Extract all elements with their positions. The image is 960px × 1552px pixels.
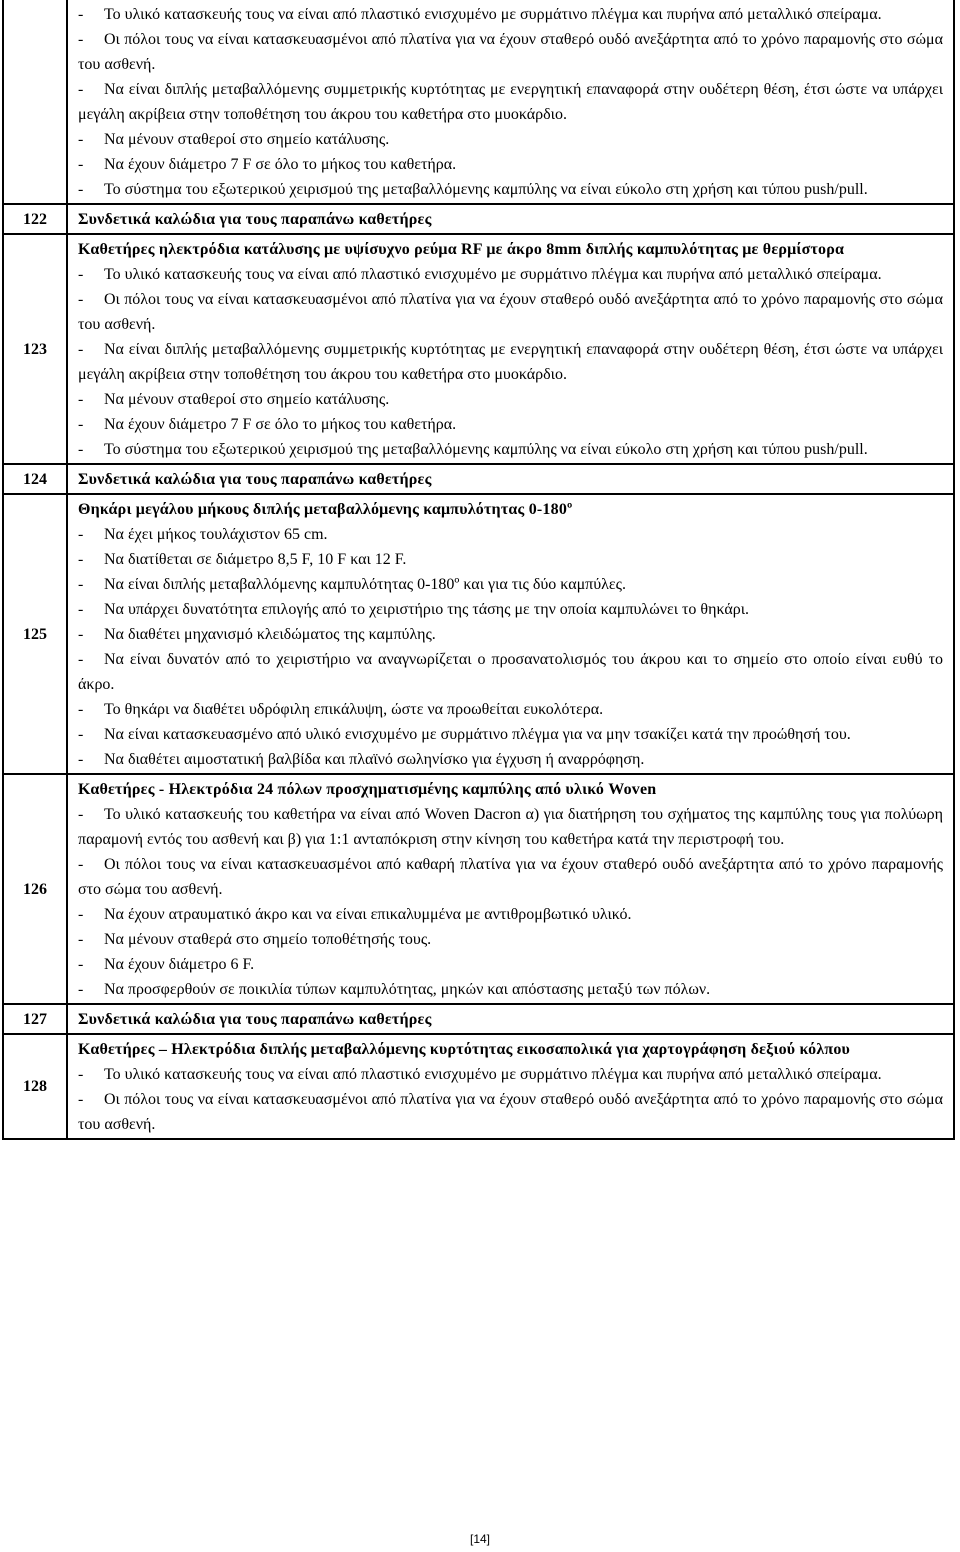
spec-bullet-text: Να έχουν διάμετρο 7 F σε όλο το μήκος του καθετήρα. [104,156,457,173]
item-content [67,774,954,1004]
spec-bullet [78,697,943,722]
dash-marker: - [78,416,84,433]
spec-bullet [78,437,943,462]
spec-bullet [78,852,943,902]
spec-bullet [78,622,943,647]
dash-marker: - [78,626,84,643]
spec-bullet-text: Να έχει μήκος τουλάχιστον 65 cm. [104,526,328,543]
dash-marker: - [78,441,84,458]
spec-bullet-text: Οι πόλοι τους να είναι κατασκευασμένοι από καθαρή πλατίνα για να έχουν σταθερό ουδό ανεξάρτητα από το χρόνο παραμονής στο σώμα του ασθενή. [78,856,943,898]
dash-marker: - [78,341,84,358]
spec-bullet-text: Το σύστημα του εξωτερικού χειρισμού της μεταβαλλόμενης καμπύλης να είναι εύκολο στη χρήση και τύπου push/pull. [104,441,868,458]
dash-marker: - [78,551,84,568]
dash-marker: - [78,1091,84,1108]
item-number: 127 [3,1004,67,1034]
spec-bullet [78,572,943,597]
spec-bullet-text: Να είναι διπλής μεταβαλλόμενης συμμετρικής κυρτότητας με ενεργητική επαναφορά στην ουδέτερη θέση, έτσι ώστε να υπάρχει μεγάλη ακρίβεια στην τοποθέτηση του άκρου του καθετήρα στο μυοκάρδιο. [78,341,943,383]
spec-bullet-text: Το σύστημα του εξωτερικού χειρισμού της μεταβαλλόμενης καμπύλης να είναι εύκολο στη χρήση και τύπου push/pull. [104,181,868,198]
item-content [67,1034,954,1139]
spec-bullet-text: Να είναι διπλής μεταβαλλόμενης συμμετρικής κυρτότητας με ενεργητική επαναφορά στην ουδέτερη θέση, έτσι ώστε να υπάρχει μεγάλη ακρίβεια στην τοποθέτηση του άκρου του καθετήρα στο μυοκάρδιο. [78,81,943,123]
spec-bullet [78,522,943,547]
dash-marker: - [78,526,84,543]
spec-bullet-text: Να μένουν σταθεροί στο σημείο κατάλυσης. [104,131,390,148]
spec-bullet [78,1087,943,1137]
spec-bullet [78,412,943,437]
spec-bullet [78,1062,943,1087]
item-heading: Συνδετικά καλώδια για τους παραπάνω καθετήρες [78,1011,432,1028]
spec-bullet-text: Να έχουν ατραυματικό άκρο και να είναι επικαλυμμένα με αντιθρομβωτικό υλικό. [104,906,632,923]
item-content [67,234,954,464]
dash-marker: - [78,856,84,873]
spec-row [3,204,954,234]
spec-row [3,1034,954,1139]
dash-marker: - [78,1066,84,1083]
spec-bullet-text: Να διαθέτει αιμοστατική βαλβίδα και πλαϊνό σωληνίσκο για έγχυση ή αναρρόφηση. [104,751,645,768]
spec-bullet [78,27,943,77]
item-heading: Καθετήρες - Ηλεκτρόδια 24 πόλων προσχηματισμένης καμπύλης από υλικό Woven [78,781,657,798]
spec-bullet [78,387,943,412]
spec-bullet-text: Οι πόλοι τους να είναι κατασκευασμένοι από πλατίνα για να έχουν σταθερό ουδό ανεξάρτητα από το χρόνο παραμονής στο σώμα του ασθενή. [78,1091,943,1133]
spec-bullet [78,597,943,622]
spec-row [3,234,954,464]
dash-marker: - [78,81,84,98]
spec-bullet [78,127,943,152]
spec-bullet-text: Το υλικό κατασκευής τους να είναι από πλαστικό ενισχυμένο με συρμάτινο πλέγμα και πυρήνα από μεταλλικό σπείραμα. [104,6,882,23]
spec-bullet [78,547,943,572]
item-number: 126 [3,774,67,1004]
dash-marker: - [78,291,84,308]
spec-bullet [78,2,943,27]
spec-bullet [78,77,943,127]
dash-marker: - [78,956,84,973]
spec-table [2,0,955,1140]
spec-bullet [78,952,943,977]
spec-row [3,0,954,204]
dash-marker: - [78,131,84,148]
spec-bullet-text: Να έχουν διάμετρο 7 F σε όλο το μήκος του καθετήρα. [104,416,457,433]
spec-bullet [78,337,943,387]
dash-marker: - [78,576,84,593]
item-content [67,0,954,204]
spec-bullet [78,152,943,177]
dash-marker: - [78,906,84,923]
item-number: 124 [3,464,67,494]
spec-bullet [78,977,943,1002]
spec-table-body [3,0,954,1139]
dash-marker: - [78,266,84,283]
item-content [67,494,954,774]
spec-bullet [78,647,943,697]
spec-bullet-text: Το θηκάρι να διαθέτει υδρόφιλη επικάλυψη, ώστε να προωθείται ευκολότερα. [104,701,604,718]
spec-bullet-text: Να μένουν σταθερά στο σημείο τοποθέτησής τους. [104,931,432,948]
spec-row [3,1004,954,1034]
dash-marker: - [78,726,84,743]
spec-row [3,464,954,494]
dash-marker: - [78,806,84,823]
spec-bullet [78,927,943,952]
spec-bullet-text: Να διαθέτει μηχανισμό κλειδώματος της καμπύλης. [104,626,436,643]
item-content [67,464,954,494]
dash-marker: - [78,651,84,668]
dash-marker: - [78,181,84,198]
spec-bullet [78,287,943,337]
spec-bullet-text: Το υλικό κατασκευής τους να είναι από πλαστικό ενισχυμένο με συρμάτινο πλέγμα και πυρήνα από μεταλλικό σπείραμα. [104,266,882,283]
item-heading: Συνδετικά καλώδια για τους παραπάνω καθετήρες [78,471,432,488]
dash-marker: - [78,156,84,173]
spec-bullet-text: Να προσφερθούν σε ποικιλία τύπων καμπυλότητας, μηκών και απόστασης μεταξύ των πόλων. [104,981,711,998]
spec-bullet-text: Να υπάρχει δυνατότητα επιλογής από το χειριστήριο της τάσης με την οποία καμπυλώνει το θηκάρι. [104,601,750,618]
item-content [67,204,954,234]
item-heading: Καθετήρες – Ηλεκτρόδια διπλής μεταβαλλόμενης κυρτότητας εικοσαπολικά για χαρτογράφηση δεξιού κόλπου [78,1041,851,1058]
spec-bullet [78,802,943,852]
dash-marker: - [78,391,84,408]
spec-bullet [78,262,943,287]
item-number: 122 [3,204,67,234]
spec-bullet-text: Να μένουν σταθεροί στο σημείο κατάλυσης. [104,391,390,408]
spec-bullet [78,177,943,202]
page-number: [14] [469,1532,490,1546]
spec-bullet-text: Το υλικό κατασκευής του καθετήρα να είναι από Woven Dacron α) για διατήρηση του σχήματος της καμπύλης τους για πολύωρη παραμονή εντός του ασθενή και β) για 1:1 ανταπόκριση στην κίνηση του καθετήρα κατά την περιστροφή του. [78,806,943,848]
dash-marker: - [78,601,84,618]
item-number [3,0,67,204]
spec-bullet-text: Οι πόλοι τους να είναι κατασκευασμένοι από πλατίνα για να έχουν σταθερό ουδό ανεξάρτητα από το χρόνο παραμονής στο σώμα του ασθενή. [78,291,943,333]
item-number: 125 [3,494,67,774]
dash-marker: - [78,981,84,998]
dash-marker: - [78,31,84,48]
item-number: 123 [3,234,67,464]
spec-row [3,494,954,774]
spec-bullet-text: Να είναι κατασκευασμένο από υλικό ενισχυμένο με συρμάτινο πλέγμα για να μην τσακίζει κατά την προώθησή του. [104,726,851,743]
spec-bullet [78,747,943,772]
spec-bullet-text: Να είναι διπλής μεταβαλλόμενης καμπυλότητας 0-180º και για τις δύο καμπύλες. [104,576,626,593]
spec-bullet-text: Το υλικό κατασκευής τους να είναι από πλαστικό ενισχυμένο με συρμάτινο πλέγμα και πυρήνα από μεταλλικό σπείραμα. [104,1066,882,1083]
spec-bullet-text: Να έχουν διάμετρο 6 F. [104,956,255,973]
spec-bullet-text: Να είναι δυνατόν από το χειριστήριο να αναγνωρίζεται ο προσανατολισμός του άκρου και το σημείο στο οποίο είναι ευθύ το άκρο. [78,651,943,693]
dash-marker: - [78,701,84,718]
dash-marker: - [78,751,84,768]
spec-bullet-text: Οι πόλοι τους να είναι κατασκευασμένοι από πλατίνα για να έχουν σταθερό ουδό ανεξάρτητα από το χρόνο παραμονής στο σώμα του ασθενή. [78,31,943,73]
dash-marker: - [78,931,84,948]
item-number: 128 [3,1034,67,1139]
dash-marker: - [78,6,84,23]
item-heading: Καθετήρες ηλεκτρόδια κατάλυσης με υψίσυχνο ρεύμα RF με άκρο 8mm διπλής καμπυλότητας με θερμίστορα [78,241,845,258]
spec-bullet [78,722,943,747]
item-heading: Θηκάρι μεγάλου μήκους διπλής μεταβαλλόμενης καμπυλότητας 0-180º [78,501,573,518]
item-content [67,1004,954,1034]
spec-bullet-text: Να διατίθεται σε διάμετρο 8,5 F, 10 F και 12 F. [104,551,407,568]
item-heading: Συνδετικά καλώδια για τους παραπάνω καθετήρες [78,211,432,228]
spec-row [3,774,954,1004]
spec-bullet [78,902,943,927]
